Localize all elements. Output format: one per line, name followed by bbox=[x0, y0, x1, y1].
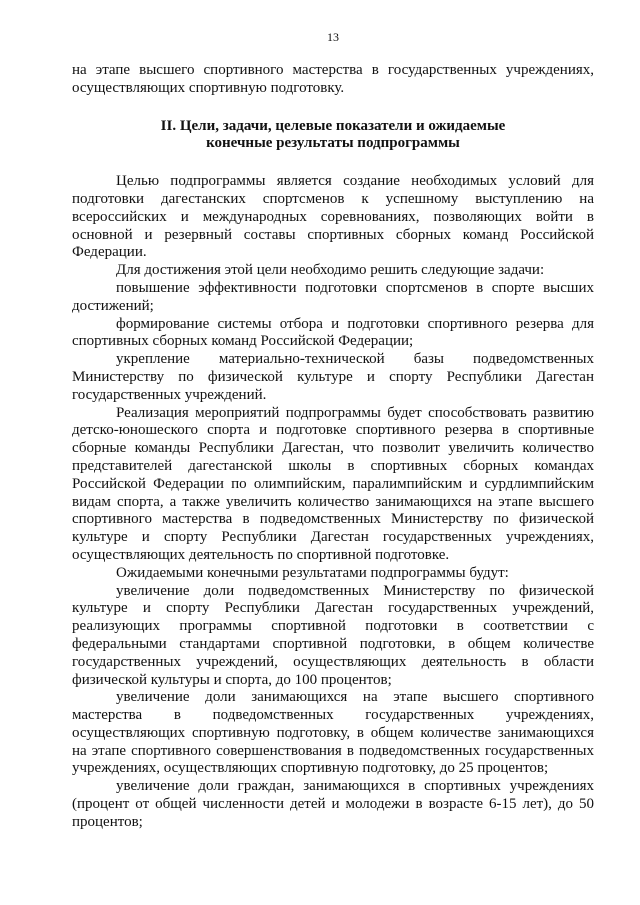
paragraph-implementation: Реализация мероприятий подпрограммы будет способствовать развитию детско-юношеского спорта и подготовке спортивного резерва в спортивные сборные команды Республики Дагестан, что позволит увеличить количество представителей дагестанской школы в спортивных сборных командах Российской Федерации по олимпийским, паралимпийским и сурдлимпийским видам спорта, а также увеличить количество занимающихся на этапе высшего спортивного мастерства в подведомственных Министерству по физической культуре и спорту Республики Дагестан государственных учреждениях, осуществляющих деятельность по спортивной подготовке. bbox=[72, 404, 594, 563]
section-heading bbox=[72, 118, 594, 154]
section-heading-line-1: II. Цели, задачи, целевые показатели и ожидаемые bbox=[160, 117, 506, 134]
page-number: 13 bbox=[327, 30, 339, 44]
section-heading-line-2: конечные результаты подпрограммы bbox=[206, 135, 460, 152]
document-body bbox=[72, 62, 594, 832]
paragraph-goal: Целью подпрограммы является создание необходимых условий для подготовки дагестанских спортсменов к успешному выступлению на всероссийских и международных соревнованиях, позволяющих войти в основной и резервный составы спортивных сборных команд Российской Федерации. bbox=[72, 173, 594, 261]
paragraph-task-2: формирование системы отбора и подготовки спортивного резерва для спортивных сборных команд Российской Федерации; bbox=[72, 315, 594, 350]
paragraph-tasks-intro: Для достижения этой цели необходимо решить следующие задачи: bbox=[116, 262, 545, 279]
paragraph-result-1: увеличение доли подведомственных Министерству по физической культуре и спорту Республики Дагестан государственных учреждений, реализующих программы спортивной подготовки в соответствии с федеральными стандартами спортивной подготовки, в общем количестве государственных учреждений, осуществляющих деятельность в области физической культуры и спорта, до 100 процентов; bbox=[72, 582, 594, 688]
paragraph-result-3: увеличение доли граждан, занимающихся в спортивных учреждениях (процент от общей численности детей и молодежи в возрасте 6-15 лет), до 50 процентов; bbox=[72, 778, 594, 830]
paragraph-task-1: повышение эффективности подготовки спортсменов в спорте высших достижений; bbox=[72, 279, 594, 314]
paragraph-results-intro: Ожидаемыми конечными результатами подпрограммы будут: bbox=[116, 564, 509, 581]
continuation-paragraph: на этапе высшего спортивного мастерства в государственных учреждениях, осуществляющих спортивную подготовку. bbox=[72, 62, 594, 96]
paragraph-task-3: укрепление материально-технической базы подведомственных Министерству по физической культуре и спорту Республики Дагестан государственных учреждений. bbox=[72, 351, 594, 403]
paragraph-result-2: увеличение доли занимающихся на этапе высшего спортивного мастерства в подведомственных государственных учреждениях, осуществляющих спортивную подготовку, в общем количестве занимающихся на этапе спортивного совершенствования в подведомственных государственных учреждениях, осуществляющих спортивную подготовку, до 25 процентов; bbox=[72, 689, 594, 777]
